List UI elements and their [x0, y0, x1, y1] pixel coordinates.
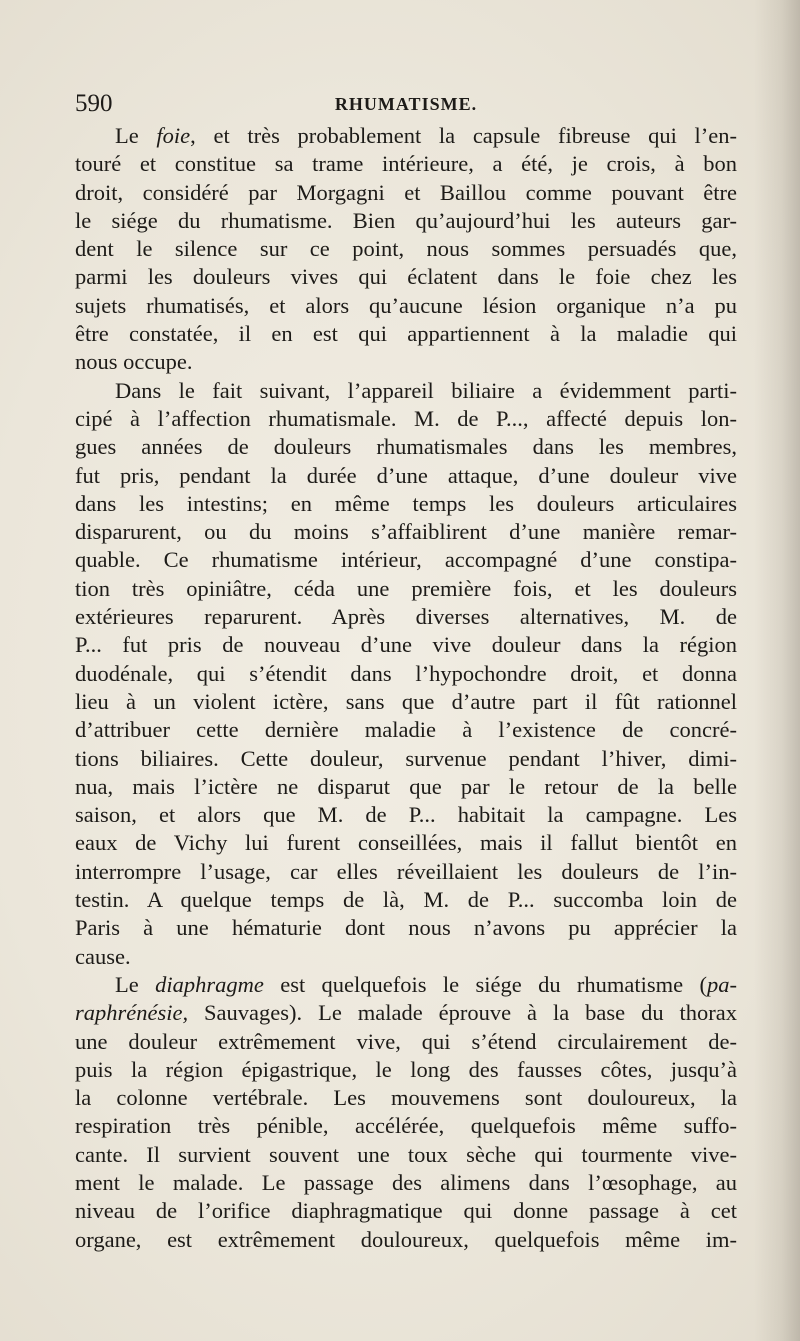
text-line: saison, et alors que M. de P... habitait la campagne. Les	[75, 802, 737, 828]
body-text	[75, 122, 737, 1254]
page-edge-shadow	[754, 0, 800, 1341]
page-number: 590	[75, 90, 113, 117]
text-line: duodénale, qui s’étendit dans l’hypochondre droit, et donna	[75, 660, 737, 686]
text-line: nous occupe.	[75, 349, 193, 375]
italic-term: diaphragme	[155, 971, 264, 997]
text-line: respiration très pénible, accélérée, quelquefois même suffo-	[75, 1113, 737, 1139]
paragraph-diaphragm	[75, 971, 737, 1254]
text-line: eaux de Vichy lui furent conseillées, mais il fallut bientôt en	[75, 830, 737, 856]
text-line: interrompre l’usage, car elles réveillaient les douleurs de l’in-	[75, 858, 737, 884]
text-line	[75, 999, 737, 1027]
text-span: Le	[115, 971, 156, 997]
text-line	[75, 971, 737, 999]
text-line: le siége du rhumatisme. Bien qu’aujourd’hui les auteurs gar-	[75, 207, 737, 233]
text-line: quable. Ce rhumatisme intérieur, accompagné d’une constipa-	[75, 547, 737, 573]
text-line: disparurent, ou du moins s’affaiblirent d’une manière remar-	[75, 519, 737, 545]
text-line: organe, est extrêmement douloureux, quelquefois même im-	[75, 1226, 737, 1252]
running-title: RHUMATISME.	[334, 94, 478, 114]
text-line: d’attribuer cette dernière maladie à l’existence de concré-	[75, 717, 737, 743]
text-line: cante. Il survient souvent une toux sèche qui tourmente vive-	[75, 1141, 737, 1167]
text-line	[75, 122, 737, 150]
text-line: une douleur extrêmement vive, qui s’étend circulairement de-	[75, 1028, 737, 1054]
text-span: est quelquefois le siége du rhumatisme (	[263, 971, 708, 997]
text-line: extérieures reparurent. Après diverses alternatives, M. de	[75, 604, 737, 630]
text-line: sujets rhumatisés, et alors qu’aucune lésion organique n’a pu	[75, 292, 737, 318]
text-span: Sauvages). Le malade éprouve à la base du thorax	[188, 1000, 737, 1026]
text-span: , et très probablement la capsule fibreuse qui l’en-	[190, 123, 737, 148]
text-line: ment le malade. Le passage des alimens dans l’œsophage, au	[75, 1169, 737, 1195]
text-line: puis la région épigastrique, le long des fausses côtes, jusqu’à	[75, 1056, 737, 1082]
text-line: tion très opiniâtre, céda une première fois, et les douleurs	[75, 575, 737, 601]
text-line: Paris à une hématurie dont nous n’avons pu apprécier la	[75, 915, 737, 941]
text-line: touré et constitue sa trame intérieure, a été, je crois, à bon	[75, 151, 737, 177]
text-line: testin. A quelque temps de là, M. de P... succomba loin de	[75, 887, 737, 913]
italic-term: raphrénésie,	[75, 1000, 189, 1026]
italic-term: pa-	[707, 971, 738, 997]
text-line: tions biliaires. Cette douleur, survenue pendant l’hiver, dimi-	[75, 745, 737, 771]
text-line: dent le silence sur ce point, nous sommes persuadés que,	[75, 236, 737, 262]
text-line: gues années de douleurs rhumatismales dans les membres,	[75, 434, 737, 460]
text-span: Le	[115, 123, 157, 148]
italic-term: foie	[156, 123, 191, 148]
text-line: la colonne vertébrale. Les mouvemens sont douloureux, la	[75, 1085, 737, 1111]
text-line: Dans le fait suivant, l’appareil biliaire a évidemment parti-	[115, 377, 737, 403]
text-line: droit, considéré par Morgagni et Baillou comme pouvant être	[75, 179, 737, 205]
text-line: lieu à un violent ictère, sans que d’autre part il fût rationnel	[75, 688, 737, 714]
text-line: cipé à l’affection rhumatismale. M. de P..., affecté depuis lon-	[75, 405, 737, 431]
text-line: cause.	[75, 943, 131, 969]
text-line: nua, mais l’ictère ne disparut que par le retour de la belle	[75, 773, 737, 799]
text-line: niveau de l’orifice diaphragmatique qui donne passage à cet	[75, 1198, 737, 1224]
text-line: parmi les douleurs vives qui éclatent dans le foie chez les	[75, 264, 737, 290]
text-line: dans les intestins; en même temps les douleurs articulaires	[75, 490, 737, 516]
text-line: être constatée, il en est qui appartiennent à la maladie qui	[75, 321, 737, 347]
paragraph-liver	[75, 122, 737, 377]
text-line: P... fut pris de nouveau d’une vive douleur dans la région	[75, 632, 737, 658]
paragraph-biliary-case	[75, 377, 737, 971]
page-header	[75, 86, 737, 122]
text-line: fut pris, pendant la durée d’une attaque, d’une douleur vive	[75, 462, 737, 488]
